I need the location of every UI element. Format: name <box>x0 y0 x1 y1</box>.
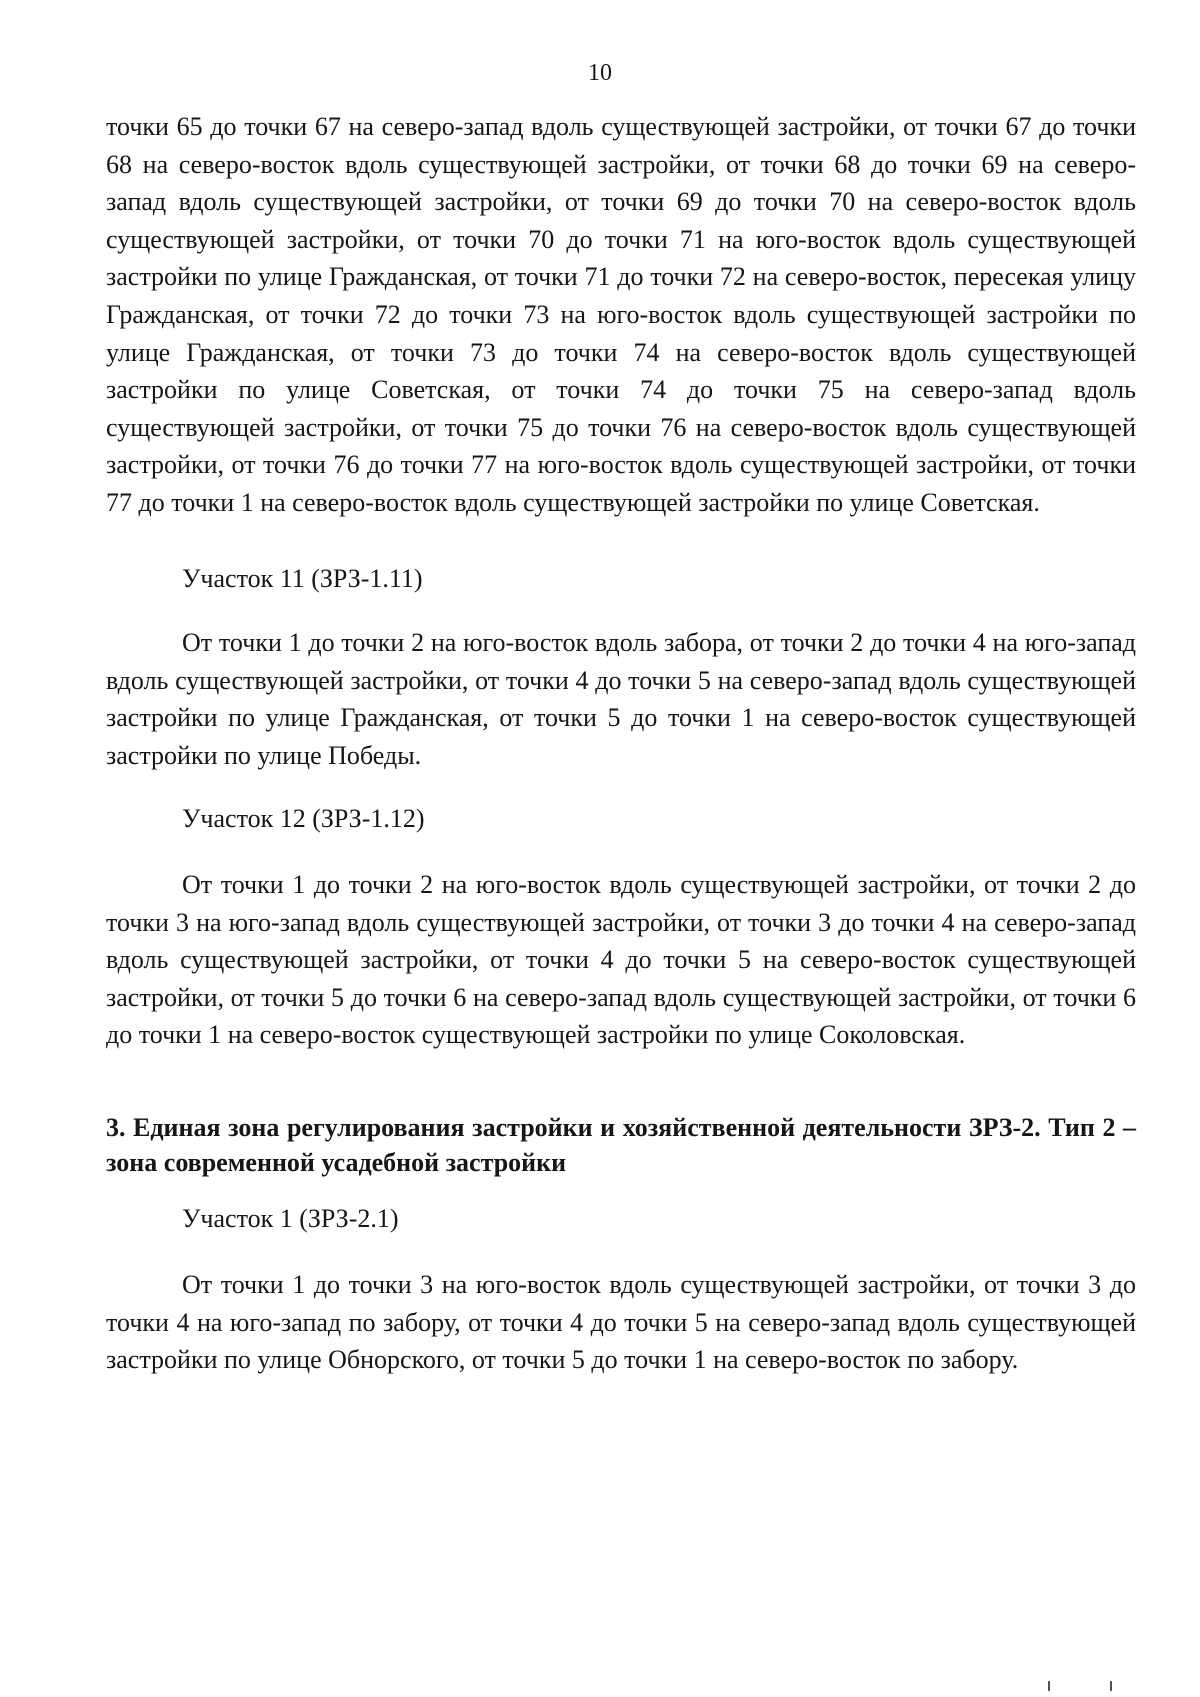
paragraph-text: От точки 1 до точки 2 на юго-восток вдоль забора, от точки 2 до точки 4 на юго-запад вдоль существующей застройки, от точки 4 до точки 5 на северо-запад вдоль существующей застройки по улице Гражданская, от точки 5 до точки 1 на северо-восток существующей застройки по улице Победы. <box>106 628 1136 770</box>
plot-11-paragraph <box>106 624 1136 774</box>
scan-artifact-mark <box>1048 1681 1050 1691</box>
plot-12-paragraph <box>106 866 1136 1054</box>
plot-12-title: Участок 12 (ЗРЗ-1.12) <box>182 804 425 833</box>
zone-2-plot-1-title: Участок 1 (ЗРЗ-2.1) <box>182 1204 399 1233</box>
continuation-paragraph <box>106 108 1136 522</box>
paragraph-text: От точки 1 до точки 2 на юго-восток вдоль существующей застройки, от точки 2 до точки 3 на юго-запад вдоль существующей застройки, от точки 3 до точки 4 на северо-запад вдоль существующей застройки, от точки 4 до точки 5 на северо-восток существующей застройки, от точки 5 до точки 6 на северо-запад вдоль существующей застройки, от точки 6 до точки 1 на северо-восток существующей застройки по улице Соколовская. <box>106 870 1136 1050</box>
section-heading-text: 3. Единая зона регулирования застройки и хозяйственной деятельности ЗРЗ-2. Тип 2 – зона современной усадебной застройки <box>106 1113 1136 1177</box>
paragraph-text: точки 65 до точки 67 на северо-запад вдоль существующей застройки, от точки 67 до точки 68 на северо-восток вдоль существующей застройки, от точки 68 до точки 69 на северо-запад вдоль существующей застройки, от точки 69 до точки 70 на северо-восток вдоль существующей застройки, от точки 70 до точки 71 на юго-восток вдоль существующей застройки по улице Гражданская, от точки 71 до точки 72 на северо-восток, пересекая улицу Гражданская, от точки 72 до точки 73 на юго-восток вдоль существующей застройки по улице Гражданская, от точки 73 до точки 74 на северо-восток вдоль существующей застройки по улице Советская, от точки 74 до точки 75 на северо-запад вдоль существующей застройки, от точки 75 до точки 76 на северо-восток вдоль существующей застройки, от точки 76 до точки 77 на юго-восток вдоль существующей застройки, от точки 77 до точки 1 на северо-восток вдоль существующей застройки по улице Советская. <box>106 112 1136 517</box>
paragraph-text: От точки 1 до точки 3 на юго-восток вдоль существующей застройки, от точки 3 до точки 4 на юго-запад по забору, от точки 4 до точки 5 на северо-запад вдоль существующей застройки по улице Обнорского, от точки 5 до точки 1 на северо-восток по забору. <box>106 1270 1136 1375</box>
plot-11-title: Участок 11 (ЗРЗ-1.11) <box>182 564 423 593</box>
page-number: 10 <box>588 60 612 86</box>
scan-artifact-mark <box>1110 1681 1112 1691</box>
zone-2-plot-1-paragraph <box>106 1266 1136 1379</box>
section-3-heading <box>106 1110 1136 1180</box>
